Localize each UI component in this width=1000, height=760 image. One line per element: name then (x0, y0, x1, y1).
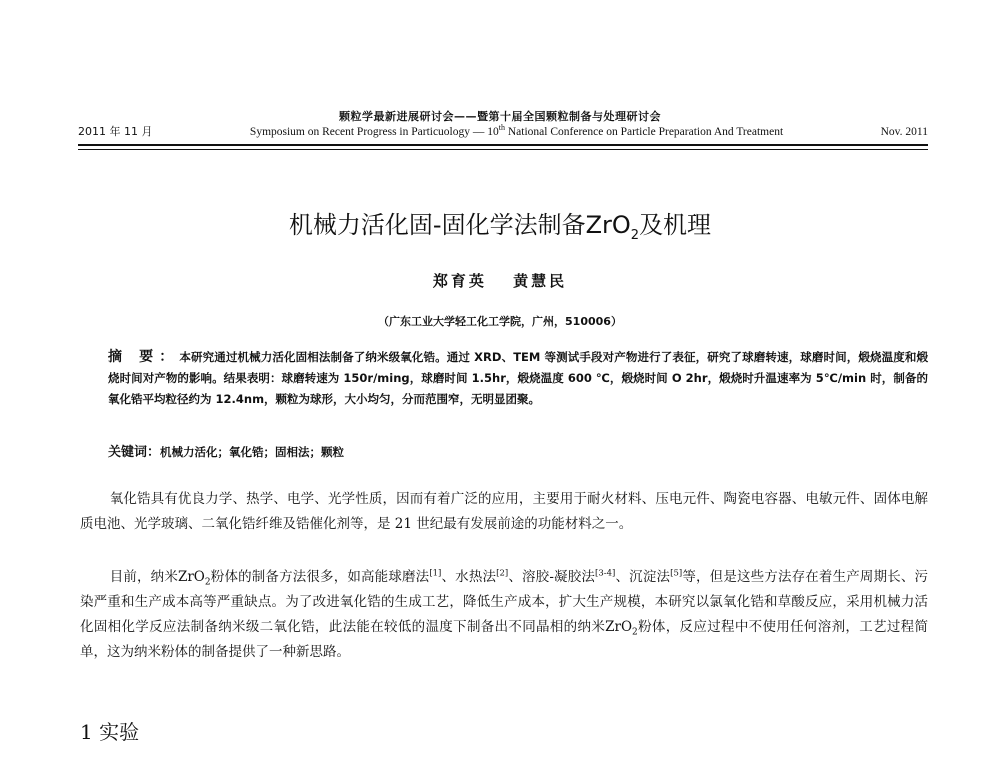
body-paragraph-1: 氧化锆具有优良力学、热学、电学、光学性质，因而有着广泛的应用，主要用于耐火材料、压电元件、陶瓷电容器、电敏元件、固体电解质电池、光学玻璃、二氧化锆纤维及锆催化剂等，是 21 世纪最有发展前途的功能材料之一。 (80, 491, 928, 532)
author-affiliation: （广东工业大学轻工化工学院，广州，510006） (378, 315, 622, 328)
conference-header-en (78, 123, 928, 139)
citation-ref: [1] (429, 568, 442, 579)
header-date-en: Nov. 2011 (880, 126, 928, 138)
keywords (108, 441, 928, 460)
conference-header-cn: 颗粒学最新进展研讨会——暨第十届全国颗粒制备与处理研讨会 (339, 110, 661, 123)
citation-ref: [5] (670, 568, 683, 579)
citation-ref: [3-4] (595, 568, 616, 579)
section-heading: 1 实验 (80, 720, 140, 744)
header-rule-thin (78, 149, 928, 150)
header-date-cn: 2011 年 11 月 (78, 125, 153, 138)
paper-title: 机械力活化固-固化学法制备ZrO$_2$及机理 (288, 211, 712, 243)
header-rule-thick (78, 144, 928, 146)
abstract-text: 本研究通过机械力活化固相法制备了纳米级氧化锆。通过 XRD、TEM 等测试手段对产物进行了表征，研究了球磨转速，球磨时间，煅烧温度和煅烧时间对产物的影响。结果表明：球磨转速为 150r/ming，球磨时间 1.5hr，煅烧温度 600 ℃，煅烧时间 O 2hr，煅烧时升温速率为 5℃/min 时，制备的氧化锆平均粒径约为 12.4nm，颗粒为球形，大小均匀，分而范围窄，无明显团聚。 (108, 350, 929, 406)
keywords-text: 机械力活化；氧化锆；固相法；颗粒 (160, 445, 345, 459)
abstract-label: 摘 要： (108, 349, 180, 365)
abstract (108, 347, 928, 410)
paper-authors: 郑育英 黄慧民 (432, 272, 568, 290)
keywords-label: 关键词： (108, 445, 161, 460)
citation-ref: [2] (496, 568, 509, 579)
body-paragraph-2: 目前，纳米ZrO$_2$粉体的制备方法很多，如高能球磨法[1]、水热法[2]、溶胶-凝胶法[3-4]、沉淀法[5]等，但是这些方法存在着生产周期长、污染严重和生产成本高等严重缺点。为了改进氧化锆的生成工艺，降低生产成本，扩大生产规模，本研究以氯氧化锆和草酸反应，采用机械力活化固相化学反应法制备纳米级二氧化锆，此法能在较低的温度下制备出不同晶相的纳米ZrO$_2$粉体，反应过程中不使用任何溶剂，工艺过程简单，这为纳米粉体的制备提供了一种新思路。 (80, 568, 929, 660)
header-symposium-name: Symposium on Recent Progress in Particuology — 10th National Conference on Particle Preparation And Treatment (249, 123, 784, 138)
